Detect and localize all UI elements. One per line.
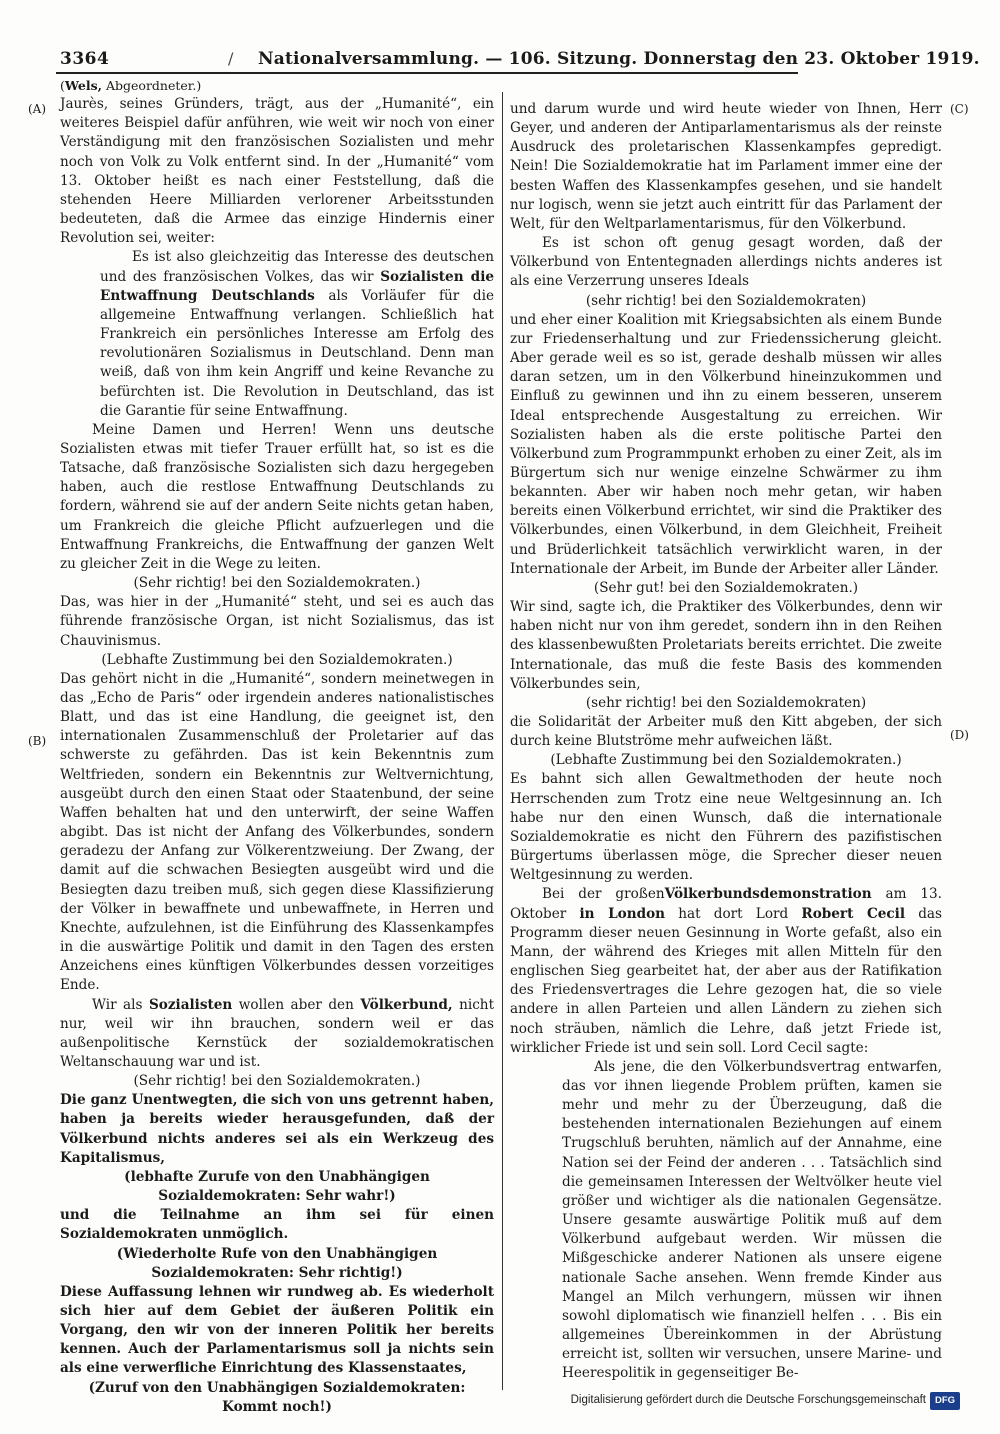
interjection: (Lebhafte Zustimmung bei den Sozialdemokraten.) — [101, 651, 453, 668]
text-run: soll ja nichts sein als eine verwerfliche Einrichtung des Klassenstaates, — [60, 1341, 495, 1377]
right-column — [510, 100, 942, 1383]
emphasis-demonstration: Völkerbundsdemonstration — [664, 886, 872, 903]
paragraph — [60, 996, 494, 1073]
interjection: (Zuruf von den Unabhängigen Sozialdemokraten: Kommt noch!) — [88, 1379, 466, 1415]
text-run: wollen aber den — [238, 996, 354, 1013]
margin-mark-c: (C) — [950, 102, 969, 116]
emphasis-cecil: Robert Cecil — [801, 905, 906, 922]
interjection: (Sehr gut! bei den Sozialdemokraten.) — [593, 579, 859, 596]
quote-humanite — [60, 248, 494, 420]
interjection: (Lebhafte Zustimmung bei den Sozialdemokraten.) — [550, 752, 902, 769]
dfg-logo — [930, 1392, 960, 1410]
speaker-role: Abgeordneter.) — [105, 78, 202, 93]
left-column — [60, 76, 494, 1417]
quote-cecil: Als jene, die den Völkerbundsvertrag entwarfen, das vor ihnen liegende Problem prüften, kamen sie mehr und mehr zu der Überzeugung, daß die bestehenden internationalen Beziehungen auf einem Trugschluß beruhten, nämlich auf der Annahme, eine Nation sei der Feind der anderen . . . Tatsächlich sind die gemeinsamen Interessen der Weltvölker heute viel größer und wichtiger als die nationalen Gegensätze. Unsere gesamte auswärtige Politik muß auf dem Völkerbund aufgebaut werden. Wir müssen die Mißgeschicke anderer Nationen als unsere eigene nationale Sache ansehen. Wenn fremde Kinder aus Mangel an Milch verhungern, müssen wir ihnen sowohl diplomatisch wie finanziell helfen . . . Bis ein allgemeines Übereinkommen in der Abrüstung erreicht ist, sollten wir versuchen, unsere Marine- und Heerespolitik in gegenseitiger Be- — [562, 1058, 942, 1382]
text-run: Bei der großen — [542, 886, 665, 903]
text-run: hat dort Lord — [678, 905, 789, 922]
speaker-name: Wels, — [64, 78, 102, 93]
emphasis-voelkerbund: Völkerbund, — [360, 996, 453, 1013]
header-slash: / — [228, 49, 234, 68]
text-run: Diese Auffassung lehnen wir rundweg ab. Es wiederholt sich hier auf dem Gebiet der äußeren Politik ein Vorgang, den wir von der inneren Politik her bereits kennen. Auch der — [60, 1283, 494, 1358]
paragraph-bold — [60, 1283, 494, 1379]
paragraph: Es bahnt sich allen Gewaltmethoden der heute noch Herrschenden zum Trotz eine neue Weltgesinnung an. Ich habe nur den einen Wunsch, daß die internationale Sozialdemokratie es nicht den Führern des pazifistischen Bürgertums überlassen möge, die Sprecher dieser neuen Weltgesinnung zu werden. — [510, 771, 942, 884]
paragraph: Das, was hier in der „Humanité“ steht, und sei es auch das führende französische Organ, ist nicht Sozialismus, das ist Chauvinismus. — [60, 594, 494, 649]
paragraph-bold: und die Teilnahme an ihm sei für einen Sozialdemokraten unmöglich. — [60, 1207, 494, 1243]
paragraph-bold: Die ganz Unentwegten, die sich von uns getrennt haben, haben ja bereits wieder herausgefunden, daß der Völkerbund nichts anderes sei als ein Werkzeug des Kapitalismus, — [60, 1092, 494, 1166]
margin-mark-b: (B) — [28, 734, 47, 748]
page-number: 3364 — [60, 49, 110, 69]
header-rule — [56, 72, 798, 74]
interjection: (Wiederholte Rufe von den Unabhängigen Sozialdemokraten: Sehr richtig!) — [116, 1245, 438, 1281]
paragraph — [510, 885, 942, 1057]
column-divider — [502, 92, 503, 1390]
quote-emphasis: Sozialisten die Entwaffnung Deutschlands — [100, 268, 495, 304]
interjection: (sehr richtig! bei den Sozialdemokraten) — [585, 694, 867, 711]
paragraph: und eher einer Koalition mit Kriegsabsichten als einem Bunde zur Friedenserhaltung und zur Friedenssicherung gleicht. Aber gerade weil es so ist, gerade deshalb müssen wir alles daran setzen, um in den Völkerbund hineinzukommen und Einfluß zu gewinnen und ihn zu einem besseren, unserem Ideal entsprechende Ausgestaltung zu erreichen. Wir Sozialisten haben als die erste politische Partei den Völkerbund zum Programmpunkt erhoben zu einer Zeit, als im Bürgertum sich nur wenige einzelne Schwärmer zu ihm bekannten. Aber wir haben noch mehr getan, wir haben bereits einen Völkerbund errichtet, wir sind die Praktiker des Völkerbundes, einen Völkerbund, in dem Gleichheit, Freiheit und Brüderlichkeit tatsächlich verwirklicht waren, in der Internationale der Arbeit, im Bunde der Arbeiter aller Länder. — [510, 311, 942, 577]
paragraph: Wir sind, sagte ich, die Praktiker des Völkerbundes, denn wir haben nicht nur von ihm geredet, sondern ihn in den Reihen des klassenbewußten Proletariats bereits errichtet. Die zweite Internationale, das muß die feste Basis des kommenden Völkerbundes sein, — [510, 599, 942, 692]
text-run: Wir als — [92, 996, 143, 1013]
text-run: das Programm dieser neuen Gesinnung in Worte gefaßt, also ein Mann, der während des Krieges mit allen Mitteln für den englischen Sieg gearbeitet hat, der aber aus der Ratifikation des Friedensvertrages die Lehre gezogen hat, die so viele andere in allen Parteien und allen Ländern zu ziehen sich noch sträuben, nämlich die Lehre, daß jetzt Friede ist, wirklicher Friede ist und sein soll. Lord Cecil sagte: — [510, 905, 942, 1056]
paragraph: Es ist schon oft genug gesagt worden, daß der Völkerbund von Ententegnaden allerdings nichts anderes ist als eine Verzerrung unseres Ideals — [510, 235, 942, 290]
paragraph: und darum wurde und wird heute wieder von Ihnen, Herr Geyer, und anderen der Antiparlamentarismus als der reinste Ausdruck des proletarischen Klassenkampfes gepredigt. Nein! Die Sozialdemokratie hat im Parlament immer eine der besten Waffen des Klassenkampfes gesehen, und sie handelt nur logisch, wenn sie jetzt auch eintritt für das Parlament der Welt, für den Weltparlamentarismus, für den Völkerbund. — [510, 101, 942, 232]
footer-credit — [570, 1392, 960, 1414]
running-header — [58, 46, 980, 70]
interjection: (Sehr richtig! bei den Sozialdemokraten.) — [133, 575, 421, 592]
emphasis-parlamentarismus: Parlamentarismus — [206, 1341, 347, 1358]
emphasis-london: in London — [579, 905, 666, 922]
text-run: nicht nur, weil wir ihn brauchen, sondern weil er das außenpolitische Kernstück der sozialdemokratischen Weltanschauung war und ist. — [60, 996, 495, 1070]
margin-mark-a: (A) — [28, 102, 47, 116]
paragraph: Meine Damen und Herren! Wenn uns deutsche Sozialisten etwas mit tiefer Trauer erfüllt hat, so ist es die Tatsache, daß französische Sozialisten sich dazu hergegeben haben, auch die restlose Entwaffnung Deutschlands zu fordern, während sie auf der andern Seite nichts getan haben, um Frankreich die gleiche Pflicht aufzuerlegen und die Entwaffnung Frankreichs, die Entwaffnung der ganzen Welt zu gleicher Zeit in die Wege zu leiten. — [60, 421, 494, 572]
paragraph: Jaurès, seines Gründers, trägt, aus der „Humanité“, ein weiteres Beispiel dafür anführen, wie weit wir noch von einer Verständigung mit den französischen Sozialisten und mehr noch von Volk zu Volk entfernt sind. In der „Humanité“ vom 13. Oktober heißt es nach einer Feststellung, daß die stehenden Heere Milliarden verlorener Arbeitsstunden bedeuteten, daß die Armee das einzige Hindernis einer Revolution sei, weiter: — [60, 96, 494, 247]
header-title: Nationalversammlung. — 106. Sitzung. Donnerstag den 23. Oktober 1919. — [258, 49, 980, 69]
footer-text: Digitalisierung gefördert durch die Deutsche Forschungsgemeinschaft — [570, 1394, 926, 1406]
paragraph: die Solidarität der Arbeiter muß den Kitt abgeben, der sich durch keine Blutströme mehr aufweichen läßt. — [510, 714, 942, 750]
quote-text: Es ist also gleichzeitig das Interesse des deutschen und des französischen Volkes, das wir — [100, 249, 494, 285]
paragraph: Das gehört nicht in die „Humanité“, sondern meinetwegen in das „Echo de Paris“ oder irgendein anderes nationalistisches Blatt, und das ist eine Handlung, die geeignet ist, den internationalen Zusammenschluß der Proletarier auf das schwerste zu gefährden. Das ist kein Bekenntnis zum Weltfrieden, sondern ein Bekenntnis zur Weltvernichtung, ausgeübt durch den einen Staat oder Staatenbund, der seine Waffen behalten hat und den unterwirft, der seine Waffen abgibt. Das ist nicht der Anfang des Völkerbundes, sondern geradezu der Anfang zur Völkerentzweiung. Der Zwang, der damit auf die schwachen Besiegten ausgeübt wird und die Besiegten dazu treiben muß, sich gegen diese Klassifizierung der Völker in bewaffnete und unbewaffnete, in Herren und Knechte, aufzulehnen, ist die Einführung des Klassenkampfes in die auswärtige Politik und damit in den Tagen des ersten Anzeichens eines künftigen Völkerbundes dessen vorzeitiges Ende. — [60, 670, 494, 994]
margin-mark-d: (D) — [950, 728, 969, 742]
speaker-line: (Wels, Abgeordneter.) — [60, 78, 202, 93]
interjection: (sehr richtig! bei den Sozialdemokraten) — [585, 292, 867, 309]
logo-text: DFG — [934, 1395, 956, 1406]
text-run: am 13. Oktober — [510, 886, 942, 922]
emphasis-sozialisten: Sozialisten — [148, 996, 233, 1013]
interjection: (Sehr richtig! bei den Sozialdemokraten.) — [133, 1073, 421, 1090]
quote-text: als Vorläufer für die allgemeine Entwaffnung verlangen. Schließlich hat Frankreich ein persönliches Interesse am Erfolg des revolutionären Sozialismus in Deutschland. Denn man weiß, daß von ihm kein Angriff und keine Revanche zu befürchten ist. Die Revolution in Deutschland, das ist die Garantie für seine Entwaffnung. — [100, 287, 494, 419]
interjection: (lebhafte Zurufe von den Unabhängigen Sozialdemokraten: Sehr wahr!) — [124, 1168, 430, 1205]
